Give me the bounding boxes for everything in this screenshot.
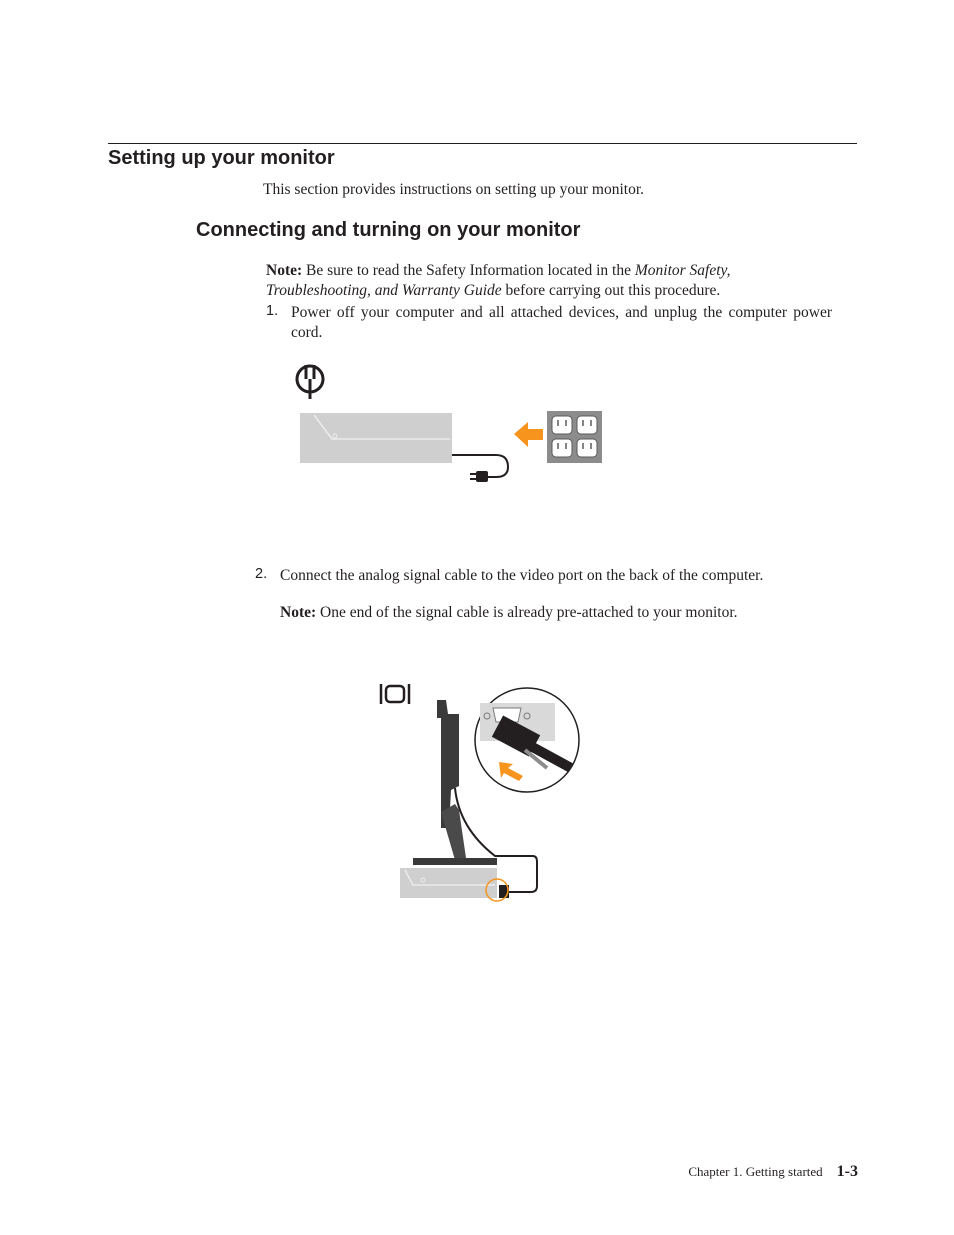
subsection-title: Connecting and turning on your monitor bbox=[196, 219, 581, 241]
safety-note bbox=[266, 261, 832, 300]
guide-title: Monitor Safety, Troubleshooting, and Warranty Guide bbox=[266, 262, 731, 299]
note-text: One end of the signal cable is already pre-attached to your monitor. bbox=[316, 604, 738, 621]
power-plug-icon bbox=[297, 365, 323, 399]
step-number: 1. bbox=[266, 303, 279, 319]
note-label: Note: bbox=[266, 262, 303, 279]
header-rule bbox=[108, 143, 857, 144]
wall-outlet-icon bbox=[547, 411, 602, 463]
connect-signal-cable-figure bbox=[375, 678, 585, 908]
page-footer bbox=[688, 1162, 858, 1182]
cable-note bbox=[280, 603, 738, 623]
page-number: 1-3 bbox=[836, 1163, 858, 1180]
note-text-before: Be sure to read the Safety Information located in the bbox=[302, 262, 635, 279]
step-text: Power off your computer and all attached devices, and unplug the computer power cord. bbox=[291, 304, 832, 341]
vga-port-closeup bbox=[475, 688, 579, 792]
unplug-power-figure bbox=[290, 355, 610, 490]
section-title: Setting up your monitor bbox=[108, 147, 335, 169]
step-number: 2. bbox=[255, 566, 268, 582]
arrow-left-icon bbox=[514, 422, 543, 447]
section-intro: This section provides instructions on setting up your monitor. bbox=[263, 181, 645, 198]
step-text: Connect the analog signal cable to the video port on the back of the computer. bbox=[280, 567, 764, 584]
computer-illustration bbox=[300, 413, 452, 463]
note-text-after: before carrying out this procedure. bbox=[501, 281, 721, 299]
power-plug bbox=[470, 471, 488, 482]
note-label: Note: bbox=[280, 604, 317, 621]
chapter-title: Chapter 1. Getting started bbox=[688, 1164, 823, 1179]
computer-illustration bbox=[400, 868, 497, 898]
monitor-port-icon bbox=[381, 684, 409, 704]
